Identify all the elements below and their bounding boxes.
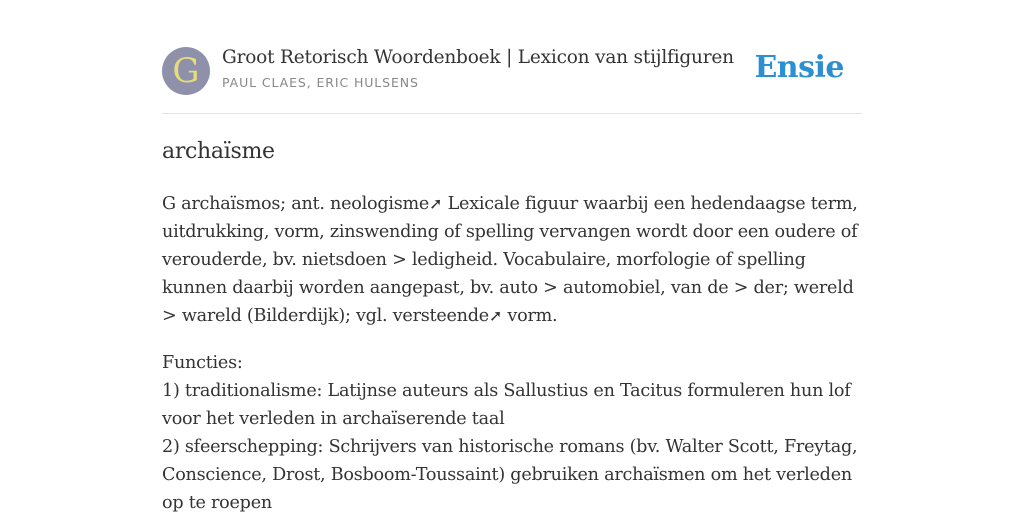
definition-text: vorm. [502,306,558,326]
brand-logo[interactable]: Ensie [754,50,844,85]
definition-paragraph [162,190,862,330]
header [162,46,862,96]
link-versteende[interactable] [393,306,502,326]
function-item: 2) sfeerschepping: Schrijvers van historische romans (bv. Walter Scott, Freytag, Conscience, Drost, Bosboom-Toussaint) gebruiken archaïsmen om het verleden op te roepen [162,437,858,512]
authors[interactable]: PAUL CLAES, ERIC HULSENS [222,75,419,90]
divider [162,113,862,114]
link-neologisme[interactable] [330,194,442,214]
page-title: archaïsme [162,139,275,164]
functions-heading: Functies: [162,353,243,373]
definition-text: Lexicale figuur waarbij een hedendaagse term, uitdrukking, vorm, zinswending of spelling vervangen wordt door een oudere of verouderde, bv. nietsdoen > ledigheid. Vocabulaire, morfologie of spelling kunnen daarbij worden aangepast, bv. auto > automobiel, van de > der; wereld > wareld (Bilderdijk); vgl. [162,194,858,326]
functions-paragraph [162,349,862,512]
function-item: 1) traditionalisme: Latijnse auteurs als Sallustius en Tacitus formuleren hun lof voor het verleden in archaïserende taal [162,381,851,429]
definition-text: G archaïsmos; ant. [162,194,331,214]
avatar[interactable]: G [162,47,210,95]
link-neologisme-label[interactable]: neologisme [330,194,430,214]
link-versteende-label[interactable]: versteende [392,306,489,326]
entry-content [162,190,862,512]
external-link-icon[interactable]: ➚ [488,306,503,325]
book-title[interactable]: Groot Retorisch Woordenboek | Lexicon van stijlfiguren [222,47,734,68]
external-link-icon[interactable]: ➚ [429,194,443,213]
